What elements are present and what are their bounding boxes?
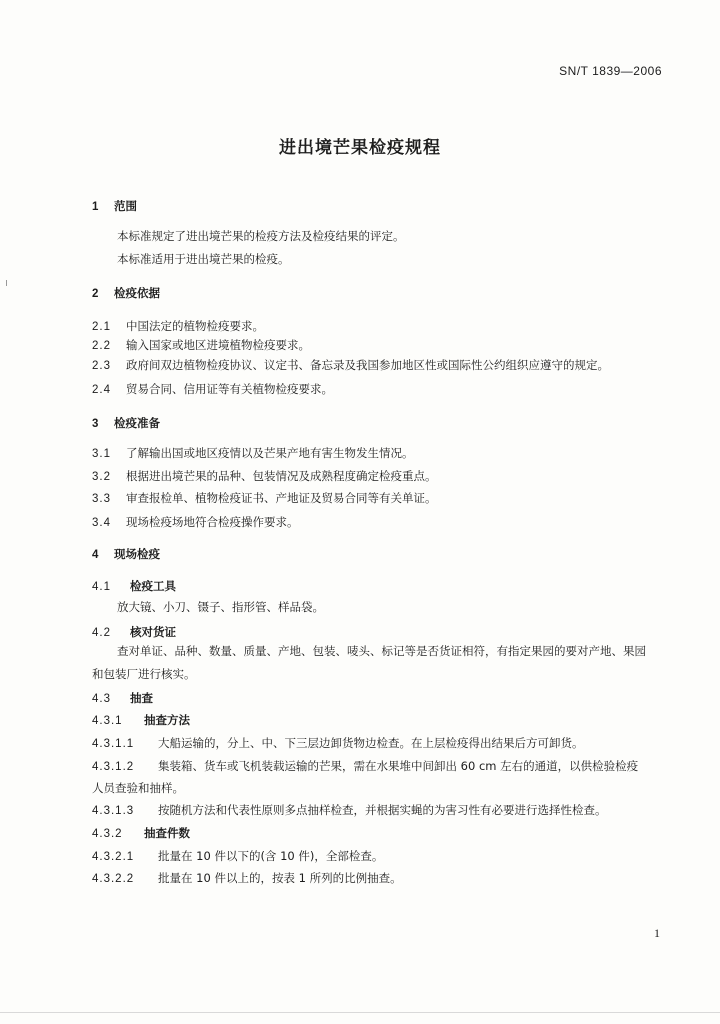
clause-item: [92, 318, 264, 335]
clause-item: [92, 337, 310, 354]
section-title: 检疫依据: [114, 286, 160, 300]
clause-number: 4.3.2.1: [92, 851, 135, 863]
section-number: 3: [92, 418, 100, 430]
subsubsection-heading: [92, 712, 190, 729]
clause-title: 抽查: [130, 691, 153, 705]
clause-text: 中国法定的植物检疫要求。: [126, 319, 264, 333]
clause-item: [92, 802, 607, 819]
clause-text: 贸易合同、信用证等有关植物检疫要求。: [126, 382, 333, 396]
clause-title: 抽查方法: [144, 713, 190, 727]
subsection-heading: [92, 624, 176, 641]
section-2-heading: [92, 285, 160, 302]
clause-text: 现场检疫场地符合检疫操作要求。: [126, 515, 299, 529]
clause-text: 了解输出国或地区疫情以及芒果产地有害生物发生情况。: [126, 446, 414, 460]
clause-number: 4.2: [92, 627, 111, 639]
clause-text: 集装箱、货车或飞机装载运输的芒果，需在水果堆中间卸出 60 cm 左右的通道，以供检验检疫: [158, 759, 639, 773]
standard-code: SN/T 1839—2006: [559, 64, 662, 78]
clause-number: 4.3.2: [92, 828, 123, 840]
section-1-heading: [92, 198, 137, 215]
clause-text: 批量在 10 件以上的，按表 1 所列的比例抽查。: [158, 871, 402, 885]
subsection-heading: [92, 690, 153, 707]
clause-text: 审查报检单、植物检疫证书、产地证及贸易合同等有关单证。: [126, 491, 437, 505]
clause-number: 3.4: [92, 517, 111, 529]
scan-mark: [6, 280, 7, 286]
clause-number: 4.3.1: [92, 715, 123, 727]
section-title: 范围: [114, 199, 137, 213]
clause-item: [92, 381, 333, 398]
clause-item: [92, 735, 584, 752]
section-title: 现场检疫: [114, 547, 160, 561]
clause-number: 3.1: [92, 448, 111, 460]
paragraph: 本标准规定了进出境芒果的检疫方法及检疫结果的评定。: [117, 229, 405, 243]
clause-number: 3.3: [92, 493, 111, 505]
clause-text: 大船运输的，分上、中、下三层边卸货物边检查。在上层检疫得出结果后方可卸货。: [158, 736, 584, 750]
clause-text: 政府间双边植物检疫协议、议定书、备忘录及我国参加地区性或国际性公约组织应遵守的规定。: [126, 358, 609, 372]
clause-number: 3.2: [92, 471, 111, 483]
clause-item: [92, 758, 638, 775]
clause-item: [92, 514, 299, 531]
clause-title: 抽查件数: [144, 826, 190, 840]
document-title: 进出境芒果检疫规程: [279, 138, 441, 158]
clause-title: 检疫工具: [130, 579, 176, 593]
clause-text: 批量在 10 件以下的(含 10 件)，全部检查。: [158, 849, 384, 863]
subsection-heading: [92, 578, 176, 595]
clause-text: 输入国家或地区进境植物检疫要求。: [126, 338, 310, 352]
page-number: 1: [654, 926, 660, 940]
clause-number: 4.3.1.3: [92, 805, 135, 817]
paragraph: 本标准适用于进出境芒果的检疫。: [117, 252, 290, 266]
clause-number: 2.3: [92, 360, 111, 372]
paragraph: 查对单证、品种、数量、质量、产地、包装、唛头、标记等是否货证相符，有指定果园的要对产地、果园: [117, 644, 646, 658]
page-edge-line: [0, 1012, 720, 1013]
clause-text: 根据进出境芒果的品种、包装情况及成熟程度确定检疫重点。: [126, 469, 437, 483]
clause-number: 4.3.1.1: [92, 738, 135, 750]
paragraph-continuation: 人员查验和抽样。: [92, 781, 184, 795]
subsubsection-heading: [92, 825, 190, 842]
clause-number: 2.1: [92, 321, 111, 333]
clause-item: [92, 490, 437, 507]
clause-item: [92, 848, 383, 865]
clause-number: 4.3: [92, 693, 111, 705]
clause-item: [92, 357, 609, 374]
clause-text: 按随机方法和代表性原则多点抽样检查，并根据实蝇的为害习性有必要进行选择性检查。: [158, 803, 607, 817]
section-number: 2: [92, 288, 100, 300]
clause-number: 2.2: [92, 340, 111, 352]
section-3-heading: [92, 415, 160, 432]
section-number: 4: [92, 549, 100, 561]
clause-item: [92, 445, 414, 462]
clause-number: 2.4: [92, 384, 111, 396]
clause-item: [92, 870, 402, 887]
paragraph-continuation: 和包装厂进行核实。: [92, 667, 196, 681]
section-4-heading: [92, 546, 160, 563]
clause-title: 核对货证: [130, 625, 176, 639]
paragraph: 放大镜、小刀、镊子、指形管、样品袋。: [117, 600, 324, 614]
clause-number: 4.3.1.2: [92, 761, 135, 773]
section-number: 1: [92, 201, 100, 213]
clause-item: [92, 468, 437, 485]
clause-number: 4.3.2.2: [92, 873, 135, 885]
clause-number: 4.1: [92, 581, 111, 593]
section-title: 检疫准备: [114, 416, 160, 430]
